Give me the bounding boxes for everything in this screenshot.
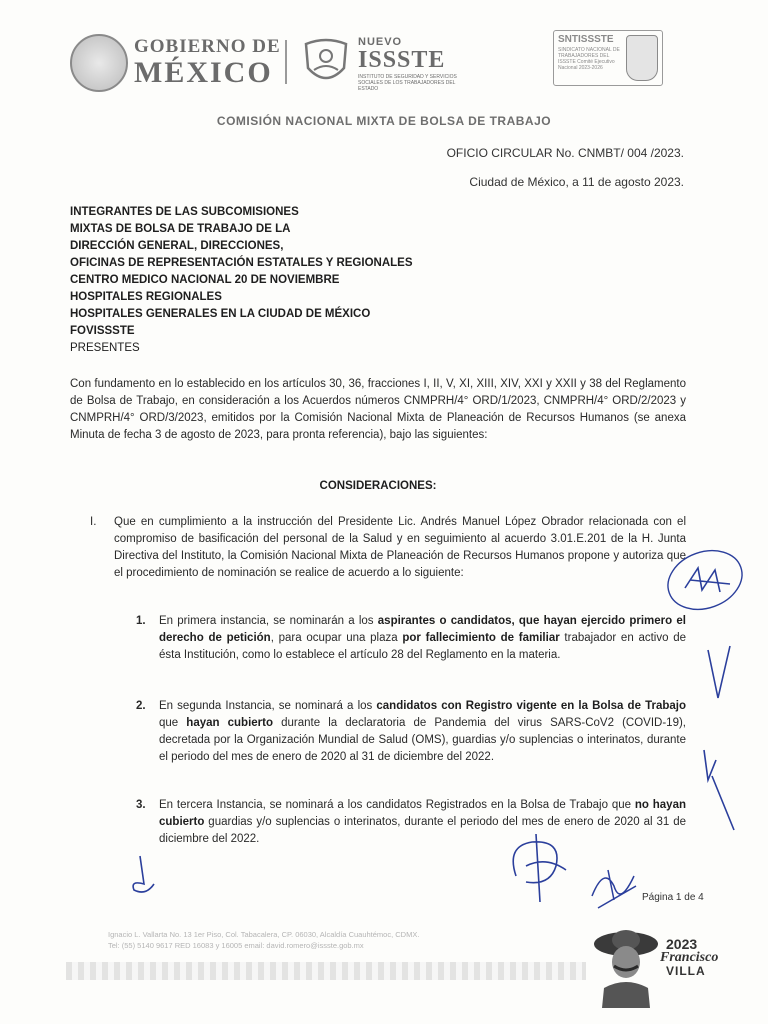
signature-secondary — [584, 856, 644, 916]
sub-item-text — [159, 797, 686, 848]
header-divider — [285, 40, 287, 84]
oficio-number: OFICIO CIRCULAR No. CNMBT/ 004 /2023. — [446, 146, 684, 160]
villa-name: VILLA — [666, 964, 706, 978]
bold-run: no hayan cubierto — [159, 799, 686, 828]
bold-run: candidatos con Registro vigente en la Bolsa de Trabajo — [376, 700, 686, 712]
sub-item-number: 3. — [136, 799, 146, 811]
sntissste-text: SINDICATO NACIONAL DE TRABAJADORES DEL ISSSTE Comité Ejecutivo Nacional 2023-2026 — [558, 47, 620, 71]
issste-name: ISSSTE — [358, 47, 446, 73]
issste-emblem-icon — [300, 36, 352, 88]
issste-logo — [358, 36, 458, 92]
text-run: guardias y/o suplencias o interinatos, durante el periodo del mes de enero de 2020 al 31 de diciembre del 2022. — [159, 816, 686, 845]
text-run: que — [159, 717, 187, 729]
addressee-line: INTEGRANTES DE LAS SUBCOMISIONES — [70, 206, 299, 218]
commission-title: COMISIÓN NACIONAL MIXTA DE BOLSA DE TRABAJO — [216, 114, 552, 128]
sub-item-1 — [136, 613, 686, 664]
considerations-heading: CONSIDERACIONES: — [319, 480, 437, 492]
addressee-line: FOVISSSTE — [70, 325, 135, 337]
footer-line: Ignacio L. Vallarta No. 13 1er Piso, Col. Tabacalera, CP. 06030, Alcaldía Cuauhtémoc, CDMX. — [108, 930, 420, 939]
villa-year: 2023 — [666, 936, 698, 952]
villa-francisco: Francisco — [660, 950, 719, 965]
sub-item-number: 2. — [136, 700, 146, 712]
text-run: En segunda Instancia, se nominará a los — [159, 700, 377, 712]
shield-icon — [626, 35, 658, 81]
intro-paragraph: Con fundamento en lo establecido en los artículos 30, 36, fracciones I, II, V, XI, XIII, XIV, XXI y XXII y 38 del Reglamento de Bolsa de Trabajo, en consideración a los Acuerdos números CNMPRH/4° ORD/1/2023, CNMPRH/4° ORD/2/2023 y CNMPRH/4° ORD/3/2023, emitidos por la Comisión Nacional Mixta de Planeación de Recursos Humanos (se anexa Minuta de fecha 3 de agosto de 2023, para pronta referencia), bajo las siguientes: — [70, 378, 686, 441]
signature-check — [700, 640, 740, 710]
addressee-line: DIRECCIÓN GENERAL, DIRECCIONES, — [70, 240, 284, 252]
addressee-line: HOSPITALES GENERALES EN LA CIUDAD DE MÉXICO — [70, 308, 371, 320]
sub-item-text — [159, 698, 686, 766]
presentes: PRESENTES — [70, 342, 140, 354]
gobierno-bottom: MÉXICO — [134, 56, 273, 89]
gobierno-top: GOBIERNO DE — [134, 36, 281, 57]
item-text: Que en cumplimiento a la instrucción del Presidente Lic. Andrés Manuel López Obrador relacionada con el compromiso de basificación del personal de la Salud y en seguimiento al acuerdo 3.01.E.201 de la H. Junta Directiva del Instituto, la Comisión Nacional Mixta de Planeación de Recursos Humanos propone y autoriza que el procedimiento de nominación se realice de acuerdo a lo siguiente: — [114, 516, 686, 579]
issste-nuevo: NUEVO — [358, 36, 403, 48]
text-run: , para ocupar una plaza — [270, 632, 403, 644]
text-run: trabajador en activo de ésta Institución, como lo establece el artículo 28 del Reglamento en la materia. — [159, 632, 687, 661]
issste-subtitle: INSTITUTO DE SEGURIDAD Y SERVICIOS SOCIALES DE LOS TRABAJADORES DEL ESTADO — [358, 74, 457, 92]
addressee-block — [70, 204, 412, 357]
text-run: En primera instancia, se nominarán a los — [159, 615, 378, 627]
bold-run: por fallecimiento de familiar — [402, 632, 560, 644]
footer-address — [108, 929, 419, 951]
addressee-line: HOSPITALES REGIONALES — [70, 291, 222, 303]
footer-line: Tel: (55) 5140 9617 RED 16083 y 16005 email: david.romero@issste.gob.mx — [108, 941, 364, 950]
item-number: I. — [90, 516, 97, 528]
sub-item-text — [159, 613, 686, 664]
date-line: Ciudad de México, a 11 de agosto 2023. — [469, 175, 684, 189]
addressee-line: CENTRO MEDICO NACIONAL 20 DE NOVIEMBRE — [70, 274, 340, 286]
footer-decoration — [66, 962, 586, 980]
sntissste-stamp — [553, 30, 663, 86]
text-run: durante la declaratoria de Pandemia del virus SARS-CoV2 (COVID-19), decretada por la Organización Mundial de Salud (OMS), guardias y/o suplencias o interinatos, durante el periodo del mes de enero de 2020 al 31 de diciembre del 2022. — [159, 717, 686, 763]
sntissste-title: SNTISSSTE — [558, 34, 614, 45]
page-number: Página 1 de 4 — [642, 892, 704, 903]
gobierno-logo — [134, 36, 281, 88]
signature-check — [694, 740, 744, 840]
bold-run: aspirantes o candidatos, que hayan ejercido primero el derecho de petición — [159, 615, 686, 644]
sub-item-2 — [136, 698, 686, 766]
text-run: En tercera Instancia, se nominará a los candidatos Registrados en la Bolsa de Trabajo que — [159, 799, 635, 811]
consideration-item — [90, 514, 686, 582]
mexico-seal-icon — [70, 34, 128, 92]
sub-item-3 — [136, 797, 686, 848]
signature-initial — [120, 850, 170, 900]
sub-item-number: 1. — [136, 615, 146, 627]
bold-run: hayan cubierto — [186, 717, 274, 729]
addressee-line: MIXTAS DE BOLSA DE TRABAJO DE LA — [70, 223, 291, 235]
addressee-line: OFICINAS DE REPRESENTACIÓN ESTATALES Y REGIONALES — [70, 257, 413, 269]
